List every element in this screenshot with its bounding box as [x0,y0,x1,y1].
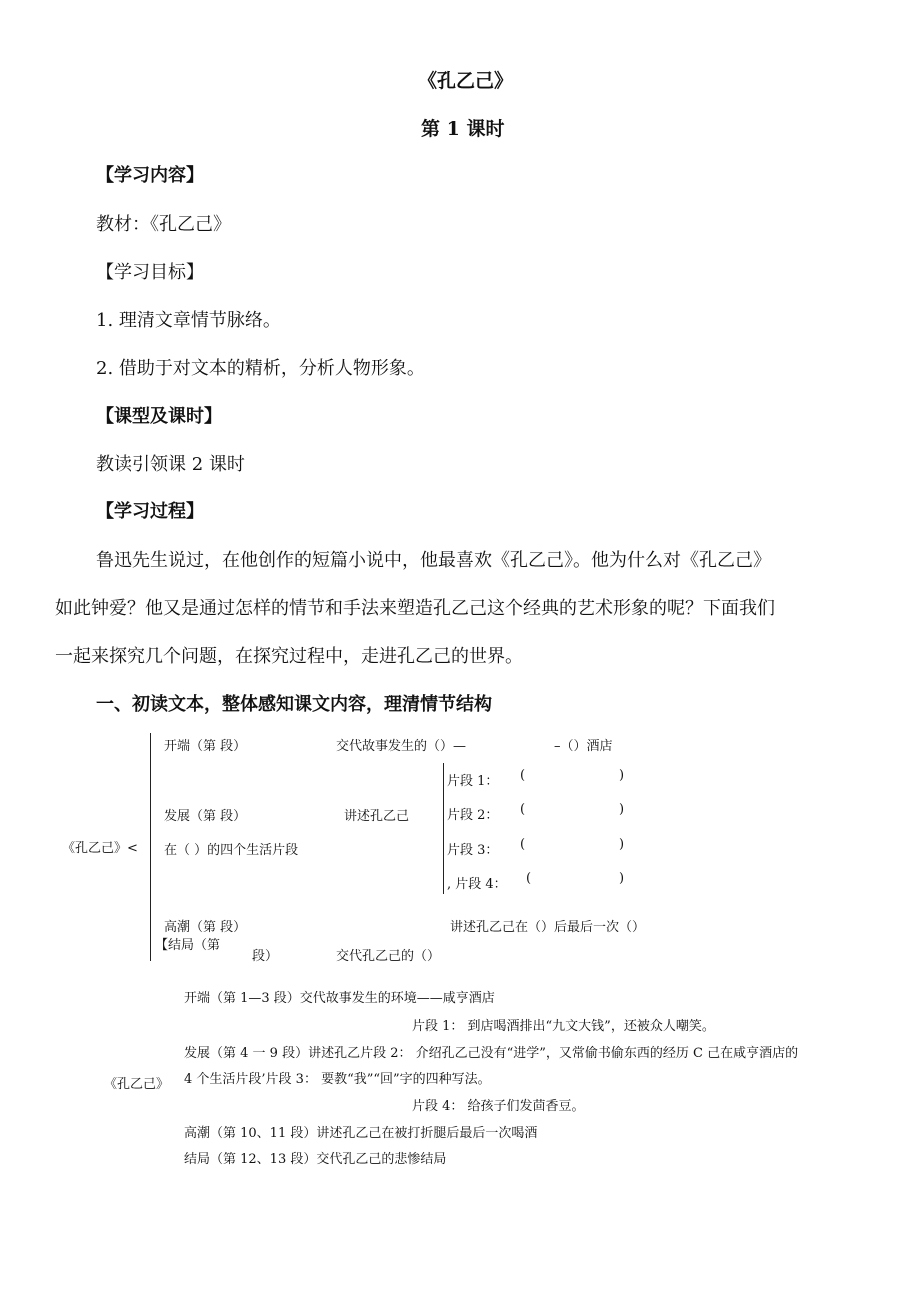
paren-close: ) [619,871,625,886]
outline-brace-line [150,733,151,961]
goals-heading: 【学习目标】 [96,262,204,283]
paren-open: ( [526,871,532,886]
material-line: 教材：《孔乙己》 [96,214,231,235]
blank-end-text: 交代孔乙己的（） [336,949,441,964]
blank-dev-label: 发展（第 段） [164,809,247,824]
type-heading: 【课型及课时】 [96,406,222,427]
answer-seg4: 片段 4： 给孩子们发茴香豆。 [412,1099,585,1114]
segment-brace-line [443,763,444,894]
blank-open-tail: –（）酒店 [554,739,613,754]
blank-seg4: , 片段 4： [447,877,507,892]
blank-climax-text: 讲述孔乙己在（）后最后一次（） [450,920,646,935]
goal-2: 2. 借助于对文本的精析，分析人物形象。 [96,358,425,379]
blank-seg2: 片段 2： [447,808,499,823]
goal-1: 1. 理清文章情节脉络。 [96,310,281,331]
answer-dev-line2: 4 个生活片段’片段 3： 要教“我”“回”字的四种写法。 [184,1072,491,1087]
blank-dev-line2: 在（ ）的四个生活片段 [164,843,299,858]
answer-seg1: 片段 1： 到店喝酒排出“九文大钱”，还被众人嘲笑。 [412,1019,715,1034]
answer-dev-line: 发展（第 4 一 9 段）讲述孔乙片段 2： 介绍孔乙己没有“进学”，又常偷书偷东西的经历 C 己在咸亨酒店的 [184,1046,799,1061]
paren-open: ( [520,837,526,852]
type-text: 教读引领课 2 课时 [96,454,245,475]
paren-close: ) [619,837,625,852]
doc-title: 《孔乙己》 [418,70,514,92]
blank-end-label: 【结局（第 [155,938,221,953]
paren-open: ( [520,802,526,817]
blank-end-mid: 段） [252,949,279,964]
intro-line-2: 如此钟爱？他又是通过怎样的情节和手法来塑造孔乙己这个经典的艺术形象的呢？下面我们 [55,598,775,619]
intro-line-3: 一起来探究几个问题，在探究过程中，走进孔乙己的世界。 [55,646,523,667]
blank-seg1: 片段 1： [447,774,499,789]
answer-open: 开端（第 1—3 段）交代故事发生的环境——咸亨酒店 [184,991,495,1006]
paren-close: ) [619,802,625,817]
intro-line-1: 鲁迅先生说过，在他创作的短篇小说中，他最喜欢《孔乙己》。他为什么对《孔乙己》 [96,550,771,571]
blank-seg3: 片段 3： [447,843,499,858]
process-heading: 【学习过程】 [96,501,204,522]
paren-open: ( [520,768,526,783]
answer-end: 结局（第 12、13 段）交代孔乙己的悲惨结局 [184,1152,447,1167]
content-heading: 【学习内容】 [96,165,204,186]
blank-root: 《孔乙己》< [62,841,138,856]
paren-close: ) [619,768,625,783]
answer-climax: 高潮（第 10、11 段）讲述孔乙己在被打折腿后最后一次喝酒 [184,1126,538,1141]
part1-heading: 一、初读文本，整体感知课文内容，理清情节结构 [96,694,492,715]
blank-open-text: 交代故事发生的（）— [336,739,467,754]
blank-dev-text: 讲述孔乙己 [344,809,410,824]
blank-open-label: 开端（第 段） [164,739,247,754]
blank-climax-label: 高潮（第 段） [164,920,247,935]
answer-root: 《孔乙己》 [104,1077,170,1092]
lesson-number: 第 1 课时 [421,118,505,140]
